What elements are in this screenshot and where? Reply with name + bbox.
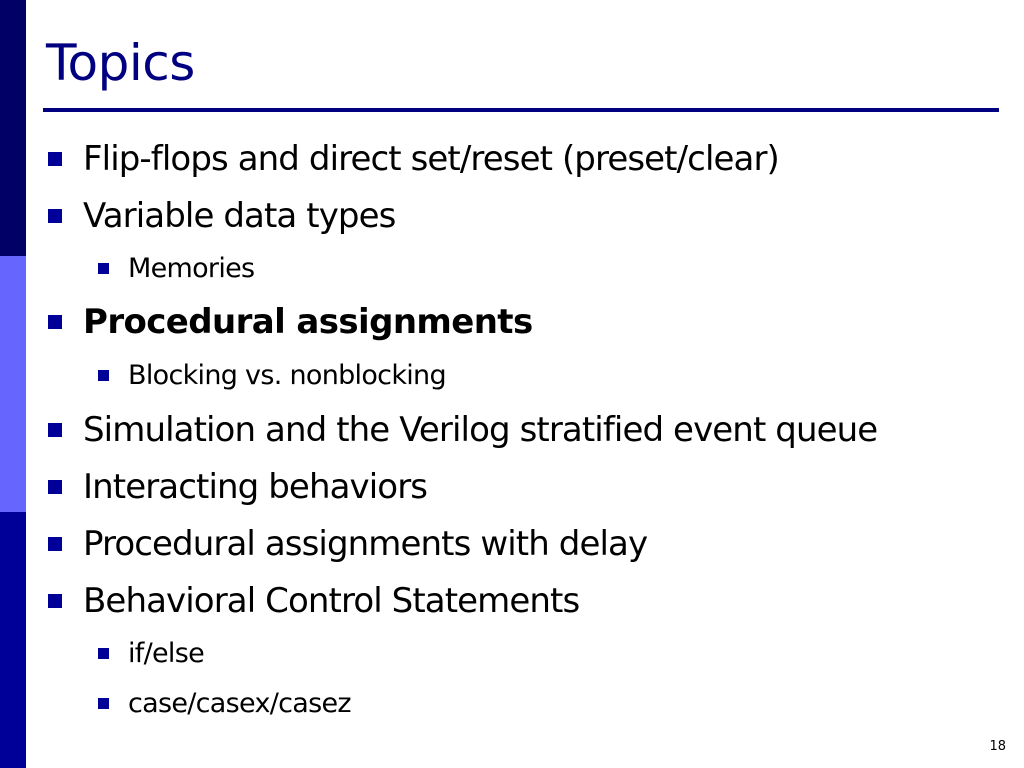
bullet-text: Variable data types (83, 196, 396, 236)
sidebar-band-bottom (0, 512, 26, 768)
square-bullet-icon (48, 152, 62, 166)
square-bullet-icon (98, 263, 109, 274)
square-bullet-icon (98, 370, 109, 381)
square-bullet-icon (48, 537, 62, 551)
page-number: 18 (989, 739, 1006, 754)
sub-bullet-text: Memories (128, 253, 255, 284)
square-bullet-icon (48, 594, 62, 608)
bullet-text: Simulation and the Verilog stratified event queue (83, 410, 878, 450)
bullet-text: Interacting behaviors (83, 467, 428, 507)
bullet-text: Procedural assignments (83, 302, 533, 342)
sub-bullet-text: Blocking vs. nonblocking (128, 360, 446, 391)
sidebar-band-middle (0, 256, 26, 512)
sidebar-band-top (0, 0, 26, 256)
slide-title: Topics (46, 34, 195, 92)
square-bullet-icon (98, 698, 109, 709)
sub-bullet-text: if/else (128, 638, 204, 669)
bullet-text: Behavioral Control Statements (83, 581, 580, 621)
square-bullet-icon (48, 423, 62, 437)
square-bullet-icon (98, 648, 109, 659)
bullet-text: Flip-flops and direct set/reset (preset/clear) (83, 139, 779, 179)
sub-bullet-text: case/casex/casez (128, 688, 351, 719)
bullet-text: Procedural assignments with delay (83, 524, 648, 564)
square-bullet-icon (48, 480, 62, 494)
square-bullet-icon (48, 209, 62, 223)
square-bullet-icon (48, 315, 62, 329)
title-underline (43, 108, 999, 112)
